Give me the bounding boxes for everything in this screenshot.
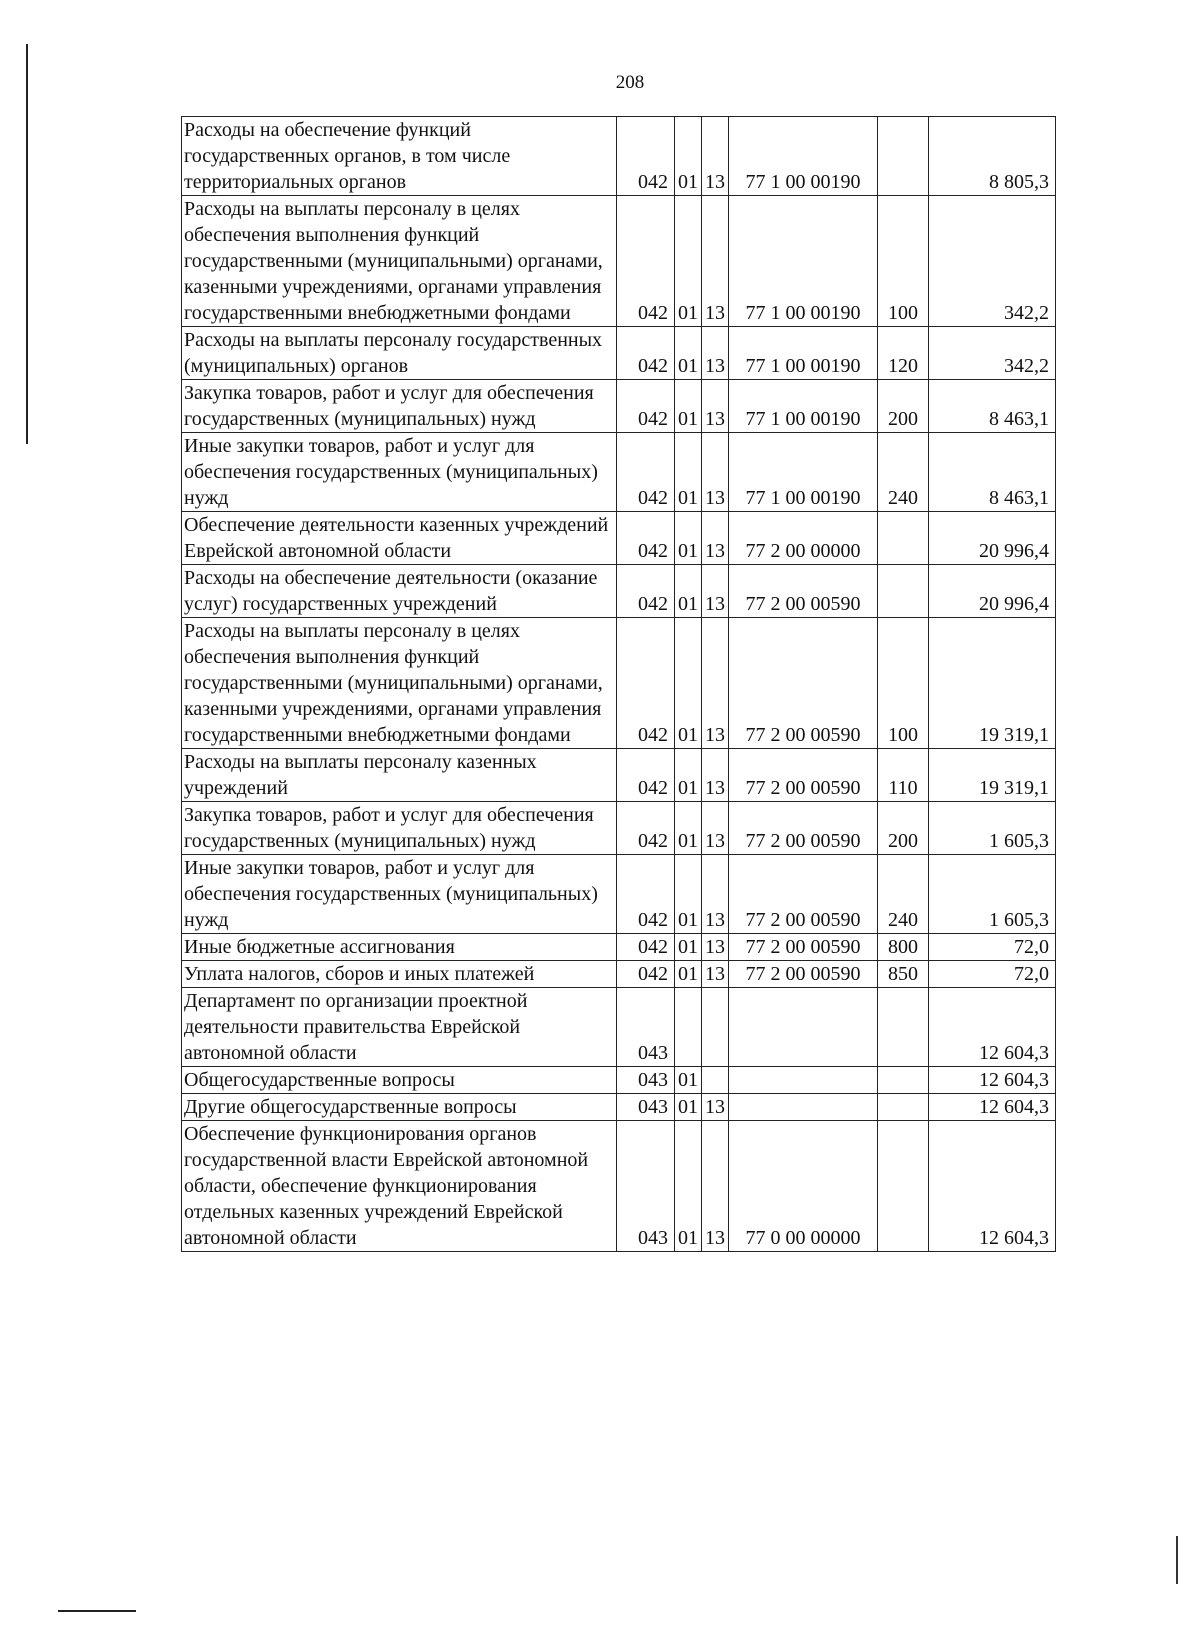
row-expense-type: 200 <box>878 802 929 855</box>
row-grbs: 042 <box>617 512 675 565</box>
row-expense-type: 100 <box>878 196 929 327</box>
row-amount: 20 996,4 <box>929 512 1056 565</box>
row-amount: 12 604,3 <box>929 988 1056 1067</box>
row-section: 01 <box>675 934 702 961</box>
row-target-item: 77 2 00 00590 <box>729 565 878 618</box>
row-name: Обеспечение деятельности казенных учреждений Еврейской автономной области <box>182 512 617 565</box>
row-name: Общегосударственные вопросы <box>182 1067 617 1094</box>
row-section: 01 <box>675 1094 702 1121</box>
row-name: Другие общегосударственные вопросы <box>182 1094 617 1121</box>
row-amount: 12 604,3 <box>929 1121 1056 1252</box>
row-section: 01 <box>675 618 702 749</box>
row-grbs: 042 <box>617 196 675 327</box>
row-amount: 8 463,1 <box>929 380 1056 433</box>
table-row <box>182 749 1056 802</box>
row-expense-type: 200 <box>878 380 929 433</box>
row-name: Уплата налогов, сборов и иных платежей <box>182 961 617 988</box>
row-amount: 20 996,4 <box>929 565 1056 618</box>
table-row <box>182 565 1056 618</box>
row-section: 01 <box>675 117 702 196</box>
row-name: Расходы на выплаты персоналу казенных учреждений <box>182 749 617 802</box>
table-row <box>182 380 1056 433</box>
row-target-item: 77 0 00 00000 <box>729 1121 878 1252</box>
row-amount: 342,2 <box>929 196 1056 327</box>
row-grbs: 043 <box>617 988 675 1067</box>
row-amount: 72,0 <box>929 961 1056 988</box>
row-target-item: 77 1 00 00190 <box>729 117 878 196</box>
row-subsection: 13 <box>702 802 729 855</box>
row-expense-type <box>878 1094 929 1121</box>
row-section: 01 <box>675 749 702 802</box>
row-name: Департамент по организации проектной деятельности правительства Еврейской автономной области <box>182 988 617 1067</box>
row-expense-type: 120 <box>878 327 929 380</box>
row-section: 01 <box>675 512 702 565</box>
row-grbs: 042 <box>617 380 675 433</box>
row-section: 01 <box>675 196 702 327</box>
row-expense-type: 240 <box>878 855 929 934</box>
row-name: Расходы на обеспечение функций государственных органов, в том числе территориальных органов <box>182 117 617 196</box>
table-row <box>182 327 1056 380</box>
row-name: Иные бюджетные ассигнования <box>182 934 617 961</box>
budget-table <box>181 116 1056 1252</box>
row-amount: 12 604,3 <box>929 1067 1056 1094</box>
row-section: 01 <box>675 565 702 618</box>
row-section: 01 <box>675 433 702 512</box>
row-section: 01 <box>675 802 702 855</box>
row-subsection: 13 <box>702 117 729 196</box>
row-name: Расходы на обеспечение деятельности (оказание услуг) государственных учреждений <box>182 565 617 618</box>
row-name: Иные закупки товаров, работ и услуг для обеспечения государственных (муниципальных) нужд <box>182 433 617 512</box>
table-row <box>182 1067 1056 1094</box>
row-name: Закупка товаров, работ и услуг для обеспечения государственных (муниципальных) нужд <box>182 802 617 855</box>
row-grbs: 043 <box>617 1067 675 1094</box>
row-amount: 12 604,3 <box>929 1094 1056 1121</box>
row-subsection: 13 <box>702 196 729 327</box>
row-expense-type: 800 <box>878 934 929 961</box>
row-subsection: 13 <box>702 961 729 988</box>
row-grbs: 042 <box>617 117 675 196</box>
row-grbs: 042 <box>617 565 675 618</box>
row-grbs: 042 <box>617 749 675 802</box>
row-name: Расходы на выплаты персоналу в целях обеспечения выполнения функций государственными (муниципальными) органами, казенными учреждениями, органами управления государственными внебюджетными фондами <box>182 618 617 749</box>
row-grbs: 043 <box>617 1121 675 1252</box>
table-row <box>182 988 1056 1067</box>
row-expense-type <box>878 565 929 618</box>
row-expense-type <box>878 117 929 196</box>
table-row <box>182 512 1056 565</box>
row-expense-type: 240 <box>878 433 929 512</box>
row-grbs: 042 <box>617 855 675 934</box>
scan-margin-mark <box>58 1610 136 1612</box>
table-row <box>182 117 1056 196</box>
row-grbs: 042 <box>617 934 675 961</box>
row-subsection: 13 <box>702 934 729 961</box>
row-expense-type <box>878 512 929 565</box>
table-row <box>182 855 1056 934</box>
row-section: 01 <box>675 380 702 433</box>
table-row <box>182 934 1056 961</box>
row-subsection <box>702 1067 729 1094</box>
table-row <box>182 433 1056 512</box>
row-target-item: 77 2 00 00590 <box>729 855 878 934</box>
row-subsection: 13 <box>702 1121 729 1252</box>
scan-margin-mark <box>26 44 28 444</box>
row-subsection: 13 <box>702 565 729 618</box>
page-number: 208 <box>615 72 645 93</box>
row-grbs: 042 <box>617 327 675 380</box>
table-row <box>182 618 1056 749</box>
table-row <box>182 1121 1056 1252</box>
row-grbs: 042 <box>617 802 675 855</box>
row-subsection: 13 <box>702 512 729 565</box>
row-target-item: 77 2 00 00590 <box>729 961 878 988</box>
row-target-item: 77 2 00 00590 <box>729 618 878 749</box>
row-target-item: 77 1 00 00190 <box>729 327 878 380</box>
row-grbs: 042 <box>617 961 675 988</box>
row-amount: 342,2 <box>929 327 1056 380</box>
row-section: 01 <box>675 1067 702 1094</box>
row-amount: 1 605,3 <box>929 802 1056 855</box>
row-target-item: 77 2 00 00590 <box>729 749 878 802</box>
row-subsection <box>702 988 729 1067</box>
row-expense-type: 100 <box>878 618 929 749</box>
row-expense-type: 850 <box>878 961 929 988</box>
row-amount: 8 805,3 <box>929 117 1056 196</box>
row-name: Расходы на выплаты персоналу в целях обеспечения выполнения функций государственными (муниципальными) органами, казенными учреждениями, органами управления государственными внебюджетными фондами <box>182 196 617 327</box>
row-amount: 8 463,1 <box>929 433 1056 512</box>
row-expense-type <box>878 1067 929 1094</box>
row-subsection: 13 <box>702 380 729 433</box>
table-row <box>182 802 1056 855</box>
row-target-item: 77 1 00 00190 <box>729 196 878 327</box>
table-row <box>182 196 1056 327</box>
row-section: 01 <box>675 327 702 380</box>
row-name: Обеспечение функционирования органов государственной власти Еврейской автономной области, обеспечение функционирования отдельных казенных учреждений Еврейской автономной области <box>182 1121 617 1252</box>
table-row <box>182 961 1056 988</box>
row-name: Расходы на выплаты персоналу государственных (муниципальных) органов <box>182 327 617 380</box>
row-section: 01 <box>675 1121 702 1252</box>
row-grbs: 043 <box>617 1094 675 1121</box>
row-target-item: 77 2 00 00590 <box>729 934 878 961</box>
row-name: Иные закупки товаров, работ и услуг для обеспечения государственных (муниципальных) нужд <box>182 855 617 934</box>
row-expense-type: 110 <box>878 749 929 802</box>
row-section: 01 <box>675 855 702 934</box>
row-target-item: 77 2 00 00000 <box>729 512 878 565</box>
row-target-item: 77 1 00 00190 <box>729 433 878 512</box>
row-grbs: 042 <box>617 618 675 749</box>
budget-table-body <box>182 117 1056 1252</box>
row-subsection: 13 <box>702 433 729 512</box>
table-row <box>182 1094 1056 1121</box>
row-amount: 72,0 <box>929 934 1056 961</box>
row-subsection: 13 <box>702 855 729 934</box>
row-subsection: 13 <box>702 618 729 749</box>
row-target-item: 77 1 00 00190 <box>729 380 878 433</box>
row-subsection: 13 <box>702 327 729 380</box>
row-target-item <box>729 988 878 1067</box>
row-name: Закупка товаров, работ и услуг для обеспечения государственных (муниципальных) нужд <box>182 380 617 433</box>
row-section <box>675 988 702 1067</box>
row-subsection: 13 <box>702 1094 729 1121</box>
row-target-item: 77 2 00 00590 <box>729 802 878 855</box>
row-expense-type <box>878 988 929 1067</box>
row-grbs: 042 <box>617 433 675 512</box>
scan-margin-mark <box>1176 1536 1178 1584</box>
row-target-item <box>729 1094 878 1121</box>
row-subsection: 13 <box>702 749 729 802</box>
row-amount: 1 605,3 <box>929 855 1056 934</box>
row-amount: 19 319,1 <box>929 749 1056 802</box>
row-amount: 19 319,1 <box>929 618 1056 749</box>
row-target-item <box>729 1067 878 1094</box>
row-expense-type <box>878 1121 929 1252</box>
row-section: 01 <box>675 961 702 988</box>
